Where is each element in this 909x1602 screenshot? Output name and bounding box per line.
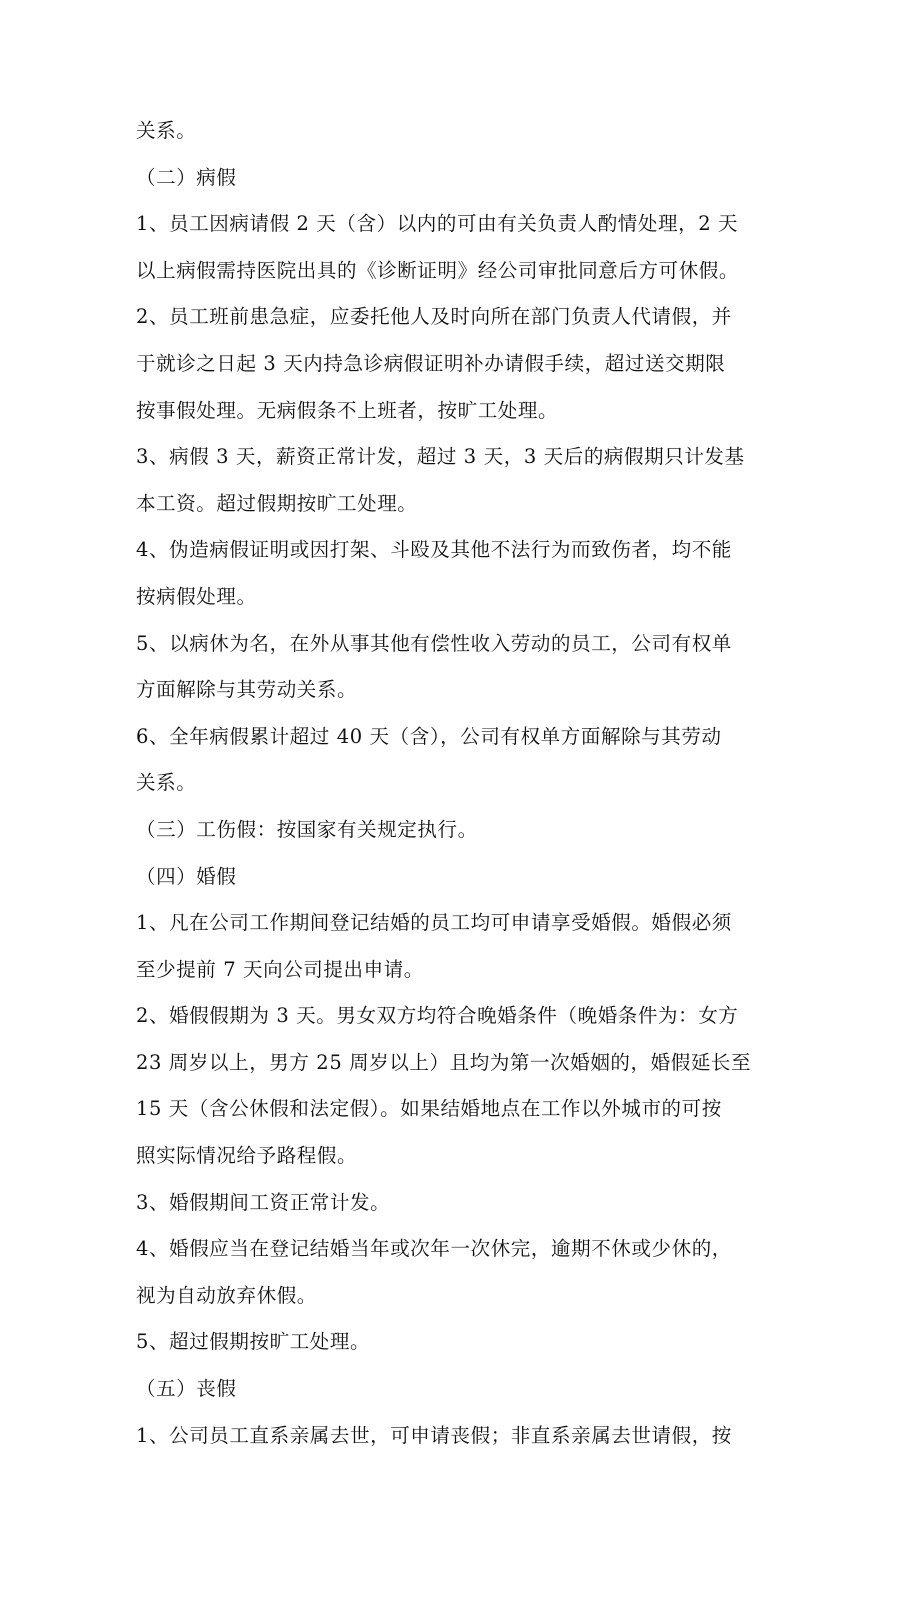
section-heading-work-injury-leave: （三）工伤假：按国家有关规定执行。 — [136, 817, 478, 841]
text-line: 5、超过假期按旷工处理。 — [136, 1330, 371, 1354]
text-line: 关系。 — [136, 119, 197, 142]
text-line: 至少提前 7 天向公司提出申请。 — [136, 957, 424, 981]
text-line: 3、婚假期间工资正常计发。 — [136, 1190, 391, 1214]
text-line: 5、以病休为名，在外从事其他有偿性收入劳动的员工，公司有权单 — [136, 631, 732, 655]
section-heading-sick-leave: （二）病假 — [136, 165, 237, 189]
text-line: 1、凡在公司工作期间登记结婚的员工均可申请享受婚假。婚假必须 — [136, 911, 732, 935]
text-line: 方面解除与其劳动关系。 — [136, 678, 358, 702]
text-line: 1、公司员工直系亲属去世，可申请丧假；非直系亲属去世请假，按 — [136, 1423, 732, 1447]
text-line: 4、伪造病假证明或因打架、斗殴及其他不法行为而致伤者，均不能 — [136, 538, 732, 562]
text-line: 15 天（含公休假和法定假）。如果结婚地点在工作以外城市的可按 — [136, 1097, 722, 1121]
text-line: 本工资。超过假期按旷工处理。 — [136, 491, 418, 515]
document-body — [136, 108, 776, 1459]
text-line: 1、员工因病请假 2 天（含）以内的可由有关负责人酌情处理，2 天 — [136, 212, 739, 236]
text-line: 按病假处理。 — [136, 584, 257, 608]
text-line: 2、婚假假期为 3 天。男女双方均符合晚婚条件（晚婚条件为：女方 — [136, 1004, 739, 1028]
text-line: 照实际情况给予路程假。 — [136, 1144, 358, 1168]
text-line: 6、全年病假累计超过 40 天（含），公司有权单方面解除与其劳动 — [136, 724, 722, 748]
text-line: 于就诊之日起 3 天内持急诊病假证明补办请假手续，超过送交期限 — [136, 351, 726, 375]
text-line: 2、员工班前患急症，应委托他人及时向所在部门负责人代请假，并 — [136, 305, 732, 329]
text-line: 关系。 — [136, 771, 197, 795]
text-line: 按事假处理。无病假条不上班者，按旷工处理。 — [136, 398, 559, 422]
section-heading-bereavement-leave: （五）丧假 — [136, 1377, 237, 1401]
text-line: 4、婚假应当在登记结婚当年或次年一次休完，逾期不休或少休的， — [136, 1237, 732, 1261]
text-line: 3、病假 3 天，薪资正常计发，超过 3 天，3 天后的病假期只计发基 — [136, 445, 745, 469]
text-line: 23 周岁以上，男方 25 周岁以上）且均为第一次婚姻的，婚假延长至 — [136, 1050, 752, 1074]
text-line: 视为自动放弃休假。 — [136, 1283, 317, 1307]
section-heading-marriage-leave: （四）婚假 — [136, 864, 237, 888]
text-line: 以上病假需持医院出具的《诊断证明》经公司审批同意后方可休假。 — [136, 258, 740, 282]
